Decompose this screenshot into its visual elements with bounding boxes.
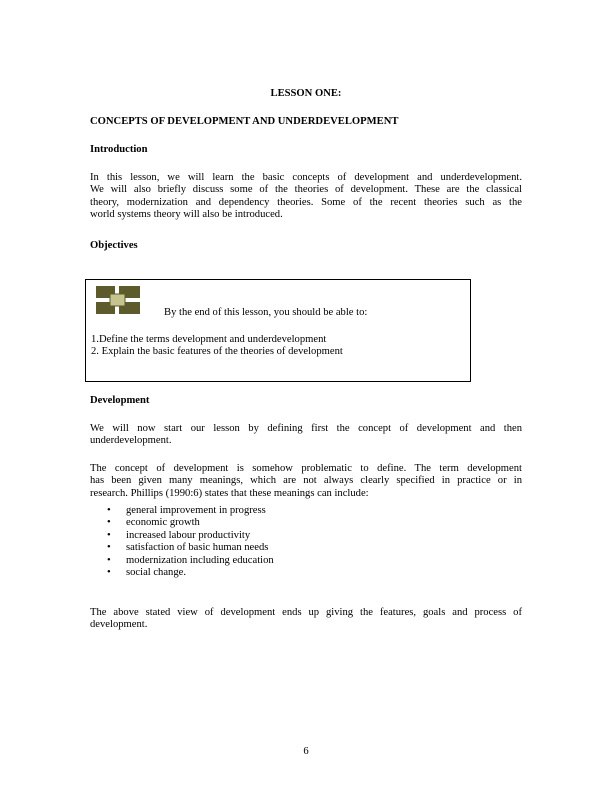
development-paragraph-2 [90, 463, 522, 500]
paragraph-line: In this lesson, we will learn the basic concepts of development and underdevelopment. [90, 172, 522, 183]
list-item [107, 567, 274, 579]
list-item [107, 505, 274, 517]
list-item [107, 530, 274, 542]
list-item-text: social change. [126, 567, 187, 579]
paragraph-line: world systems theory will also be introduced. [90, 209, 283, 221]
lesson-subtitle: CONCEPTS OF DEVELOPMENT AND UNDERDEVELOPMENT [90, 116, 399, 127]
introduction-heading: Introduction [90, 144, 148, 155]
list-item-text: increased labour productivity [126, 529, 251, 541]
bullet-icon: • [107, 529, 111, 541]
paragraph-line: underdevelopment. [90, 435, 172, 447]
bullet-icon: • [107, 517, 111, 529]
list-item [107, 517, 274, 529]
development-heading: Development [90, 395, 150, 406]
paragraph-line: theory, modernization and dependency theories. Some of the recent theories such as the [90, 196, 522, 208]
paragraph-line: has been given many meanings, which are not always clearly specified in practice or in [90, 475, 522, 487]
list-item [107, 542, 274, 554]
objectives-box [85, 279, 471, 382]
bullet-icon: • [107, 554, 111, 566]
bullet-icon: • [107, 505, 111, 516]
page-number: 6 [303, 746, 309, 757]
development-paragraph-1 [90, 423, 522, 448]
objectives-list [91, 334, 343, 359]
paragraph-line: The concept of development is somehow problematic to define. The term development [90, 463, 522, 474]
lesson-title: LESSON ONE: [270, 88, 342, 99]
development-paragraph-3 [90, 607, 522, 632]
objectives-heading: Objectives [90, 240, 138, 251]
development-meanings-list [107, 505, 274, 579]
paragraph-line: The above stated view of development ends up giving the features, goals and process of [90, 607, 522, 618]
paragraph-line: We will also briefly discuss some of the theories of development. These are the classical [90, 184, 522, 196]
bullet-icon: • [107, 542, 111, 554]
list-item-text: economic growth [126, 517, 200, 529]
list-item-text: modernization including education [126, 554, 274, 566]
paragraph-line: We will now start our lesson by defining first the concept of development and then [90, 423, 522, 434]
objectives-intro: By the end of this lesson, you should be able to: [164, 307, 368, 318]
objective-item: 1.Define the terms development and underdevelopment [91, 334, 327, 345]
introduction-paragraph [90, 172, 522, 222]
list-item [107, 555, 274, 567]
objectives-icon [96, 286, 140, 314]
icon-center [110, 294, 125, 306]
paragraph-line: development. [90, 619, 148, 631]
list-item-text: satisfaction of basic human needs [126, 542, 269, 554]
objective-item: 2. Explain the basic features of the theories of development [91, 346, 343, 358]
paragraph-line: research. Phillips (1990:6) states that these meanings can include: [90, 487, 369, 499]
bullet-icon: • [107, 567, 111, 579]
list-item-text: general improvement in progress [126, 505, 266, 516]
